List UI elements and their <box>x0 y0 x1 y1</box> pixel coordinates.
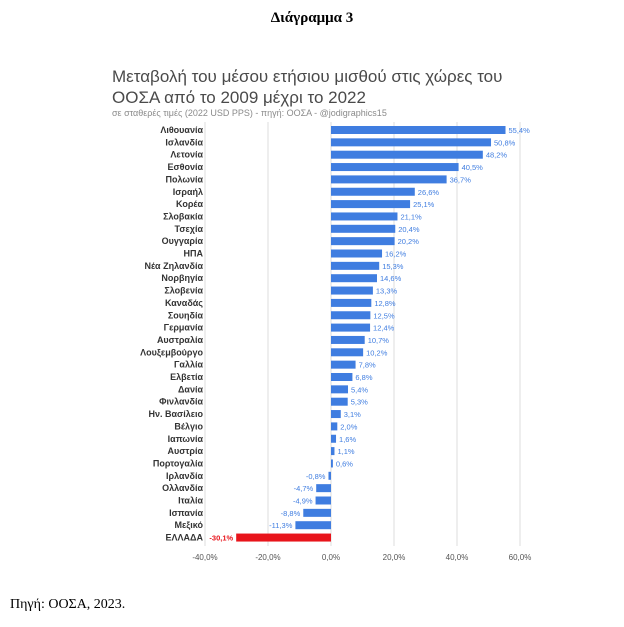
bar <box>328 472 331 480</box>
bar <box>295 521 331 529</box>
category-label: Καναδάς <box>164 297 203 308</box>
x-tick-label: -40,0% <box>192 553 218 562</box>
category-label: Νορβηγία <box>161 273 203 284</box>
source-note: Πηγή: ΟΟΣΑ, 2023. <box>10 597 126 612</box>
bar <box>331 126 506 134</box>
grid-lines <box>205 122 520 546</box>
bar <box>331 348 363 356</box>
bar <box>331 435 336 443</box>
bar <box>331 212 397 220</box>
category-label: Ισλανδία <box>165 137 203 148</box>
value-label: 3,1% <box>343 410 361 420</box>
category-label: Αυστραλία <box>156 334 203 345</box>
value-label: -11,3% <box>269 521 293 531</box>
value-label: 55,4% <box>508 126 530 135</box>
value-label: 0,6% <box>335 459 353 469</box>
category-label: Τσεχία <box>174 223 203 234</box>
value-label: 5,4% <box>351 385 369 395</box>
category-label: ΗΠΑ <box>183 248 203 259</box>
category-label: Σλοβακία <box>163 211 203 222</box>
bar <box>331 151 483 159</box>
bar <box>331 459 333 467</box>
value-label: -8,8% <box>280 508 301 518</box>
value-label: 40,5% <box>461 163 483 173</box>
category-label: Αυστρία <box>167 446 203 457</box>
value-label: 36,7% <box>449 175 471 185</box>
value-label: 1,1% <box>337 447 355 457</box>
category-label: Βέλγιο <box>174 421 203 432</box>
value-label: 15,3% <box>382 261 404 271</box>
x-tick-labels <box>192 553 531 562</box>
category-label: Λετονία <box>170 149 203 160</box>
bar <box>303 509 331 517</box>
value-label: 12,8% <box>374 298 396 308</box>
value-label: 16,2% <box>385 249 407 259</box>
value-label: 5,3% <box>350 397 368 407</box>
bar <box>331 274 377 282</box>
value-label: 20,4% <box>398 224 420 234</box>
x-tick-label: -20,0% <box>255 553 281 562</box>
value-label: 1,6% <box>339 434 357 444</box>
bar <box>236 534 331 542</box>
category-label: Πολωνία <box>165 174 203 185</box>
bars <box>236 126 505 542</box>
category-label: Πορτογαλία <box>152 458 203 469</box>
bar <box>331 398 348 406</box>
category-label: ΕΛΛΑΔΑ <box>165 532 203 543</box>
bar <box>331 237 395 245</box>
value-label: 12,4% <box>373 323 395 333</box>
category-label: Φινλανδία <box>159 396 203 407</box>
bar <box>331 361 356 369</box>
category-label: Εσθονία <box>167 162 203 173</box>
chart-subtitle: σε σταθερές τιμές (2022 USD PPS) - πηγή: ΟΟΣΑ - @jodigraphics15 <box>112 108 387 118</box>
bar <box>331 225 395 233</box>
category-label: Ιταλία <box>178 495 203 506</box>
value-label: -4,9% <box>292 496 313 506</box>
x-tick-label: 40,0% <box>445 553 469 562</box>
x-tick-label: 20,0% <box>382 553 406 562</box>
bar <box>316 484 331 492</box>
value-label: 26,6% <box>417 187 440 197</box>
category-label: Σλοβενία <box>164 285 203 296</box>
value-label: 48,2% <box>485 150 508 160</box>
category-label: Λουξεμβούργο <box>140 347 203 358</box>
category-label: Λιθουανία <box>160 125 203 135</box>
bar <box>331 336 365 344</box>
value-label: -0,8% <box>305 471 326 481</box>
bar <box>331 422 337 430</box>
category-labels <box>140 125 203 543</box>
category-label: Ην. Βασίλειο <box>148 409 203 420</box>
value-label: 12,5% <box>373 311 395 321</box>
x-tick-label: 60,0% <box>508 553 532 562</box>
bar <box>331 447 334 455</box>
category-label: Μεξικό <box>174 520 203 531</box>
category-label: Ισραήλ <box>172 186 203 197</box>
bar <box>331 138 491 146</box>
bar <box>331 262 379 270</box>
bar <box>331 287 373 295</box>
bar <box>331 385 348 393</box>
bar <box>331 299 371 307</box>
bar <box>331 188 415 196</box>
category-label: Ιρλανδία <box>166 470 203 481</box>
category-label: Γερμανία <box>163 322 203 333</box>
category-label: Κορέα <box>176 199 203 210</box>
value-label: -4,7% <box>293 484 314 494</box>
category-label: Ιαπωνία <box>167 433 203 444</box>
value-label: 10,2% <box>366 348 388 358</box>
category-label: Ελβετία <box>170 372 203 382</box>
bar <box>331 324 370 332</box>
bar <box>331 410 341 418</box>
value-label: 7,8% <box>358 360 376 370</box>
value-label: 21,1% <box>400 212 422 222</box>
value-label: 20,2% <box>397 237 419 247</box>
x-tick-label: 0,0% <box>321 553 341 562</box>
category-label: Σουηδία <box>167 310 203 321</box>
value-label: 6,8% <box>355 373 373 382</box>
value-label: 10,7% <box>367 335 389 345</box>
bar <box>331 311 370 319</box>
category-label: Νέα Ζηλανδία <box>144 260 203 271</box>
category-label: Δανία <box>177 384 203 395</box>
chart-title: Μεταβολή του μέσου ετήσιου μισθού στις χώρες του ΟΟΣΑ από το 2009 μέχρι το 2022 <box>112 67 503 107</box>
value-label: 25,1% <box>413 200 435 210</box>
value-label: 50,8% <box>494 138 516 148</box>
value-label: 14,6% <box>379 274 402 284</box>
value-label: 13,3% <box>375 286 398 296</box>
category-label: Ισπανία <box>169 507 203 518</box>
bar <box>331 250 382 258</box>
bar <box>331 163 459 171</box>
value-label: 2,0% <box>340 422 358 432</box>
category-label: Γαλλία <box>174 359 203 370</box>
bar <box>331 200 410 208</box>
bar <box>331 175 447 183</box>
category-label: Ολλανδία <box>162 483 203 494</box>
document-heading: Διάγραμμα 3 <box>270 10 354 26</box>
bar <box>316 497 331 505</box>
bar <box>331 373 352 381</box>
category-label: Ουγγαρία <box>161 236 203 247</box>
value-label: -30,1% <box>209 533 234 543</box>
